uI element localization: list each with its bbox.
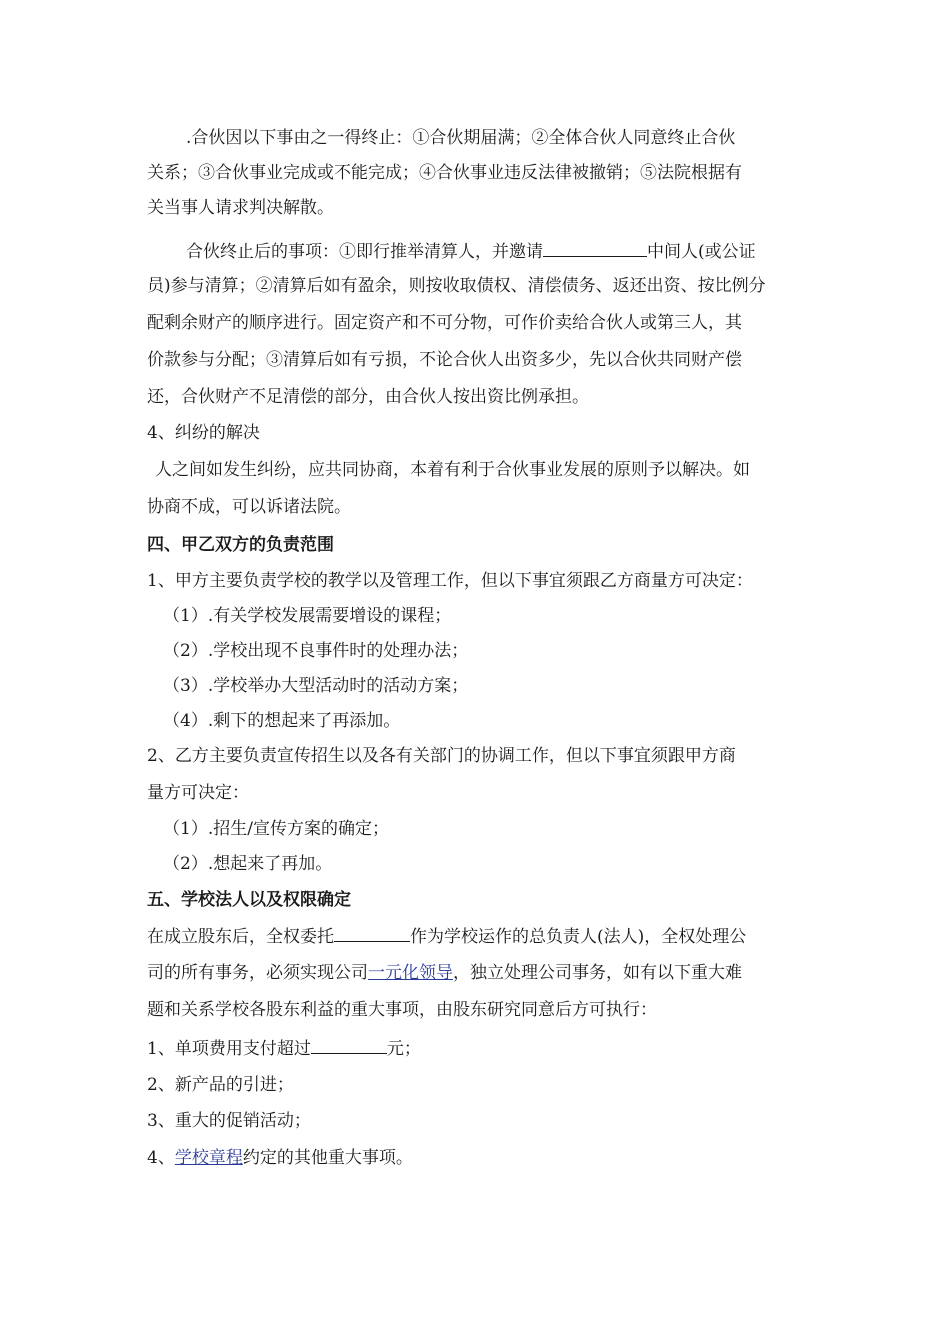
link-unified-leadership[interactable]: 一元化领导 [368, 963, 453, 983]
text-segment: 在成立股东后，全权委托 [147, 927, 334, 947]
text-line: 还，合伙财产不足清偿的部分，由合伙人按出资比例承担。 [147, 387, 589, 407]
text-segment: 1、单项费用支付超过 [147, 1039, 311, 1059]
text-line [147, 962, 742, 984]
text-segment: 元； [386, 1039, 421, 1059]
text-line [147, 1147, 413, 1169]
text-segment: 合伙终止后的事项：①即行推举清算人，并邀请 [186, 242, 543, 262]
list-item: （1）.有关学校发展需要增设的课程； [163, 606, 452, 626]
text-line [147, 1037, 421, 1060]
blank-underline [334, 925, 410, 942]
text-line: .合伙因以下事由之一得终止：①合伙期届满；②全体合伙人同意终止合伙 [186, 128, 736, 148]
text-line: 员)参与清算；②清算后如有盈余，则按收取债权、清偿债务、返还出资、按比例分 [147, 276, 766, 296]
list-item: （2）.想起来了再加。 [163, 854, 333, 874]
list-item: （2）.学校出现不良事件时的处理办法； [163, 641, 469, 661]
text-segment: 4、 [147, 1148, 175, 1168]
text-line: 3、重大的促销活动； [147, 1111, 311, 1131]
text-line: 2、新产品的引进； [147, 1075, 294, 1095]
list-item: （4）.剩下的想起来了再添加。 [163, 711, 401, 731]
text-line: 1、甲方主要负责学校的教学以及管理工作，但以下事宜须跟乙方商量方可决定： [147, 571, 753, 591]
text-segment: 中间人(或公证 [647, 242, 756, 262]
text-line: 关当事人请求判决解散。 [147, 198, 334, 218]
list-item: （3）.学校举办大型活动时的活动方案； [163, 676, 469, 696]
link-school-charter[interactable]: 学校章程 [174, 1148, 243, 1168]
text-line: 人之间如发生纠纷，应共同协商，本着有利于合伙事业发展的原则予以解决。如 [155, 460, 750, 480]
text-line: 量方可决定： [147, 783, 249, 803]
section-heading: 四、甲乙双方的负责范围 [147, 535, 334, 555]
blank-underline [311, 1037, 387, 1054]
text-line: 题和关系学校各股东利益的重大事项，由股东研究同意后方可执行： [147, 1000, 657, 1020]
text-segment: ，独立处理公司事务，如有以下重大难 [453, 963, 742, 983]
text-line [147, 925, 746, 948]
text-line: 配剩余财产的顺序进行。固定资产和不可分物，可作价卖给合伙人或第三人，其 [147, 313, 742, 333]
text-line: 协商不成，可以诉诸法院。 [147, 497, 351, 517]
text-segment: 司的所有事务，必须实现公司 [147, 963, 368, 983]
section-heading: 五、学校法人以及权限确定 [147, 890, 351, 910]
text-line: 关系；③合伙事业完成或不能完成；④合伙事业违反法律被撤销；⑤法院根据有 [147, 163, 742, 183]
text-line: 价款参与分配；③清算后如有亏损，不论合伙人出资多少，先以合伙共同财产偿 [147, 350, 742, 370]
list-item: （1）.招生/宣传方案的确定； [163, 819, 389, 839]
text-line: 4、纠纷的解决 [147, 423, 260, 443]
text-segment: 约定的其他重大事项。 [242, 1148, 413, 1168]
blank-underline [543, 240, 647, 257]
text-line: 2、乙方主要负责宣传招生以及各有关部门的协调工作，但以下事宜须跟甲方商 [147, 746, 736, 766]
text-line [186, 240, 756, 263]
text-segment: 作为学校运作的总负责人(法人)，全权处理公 [410, 927, 747, 947]
